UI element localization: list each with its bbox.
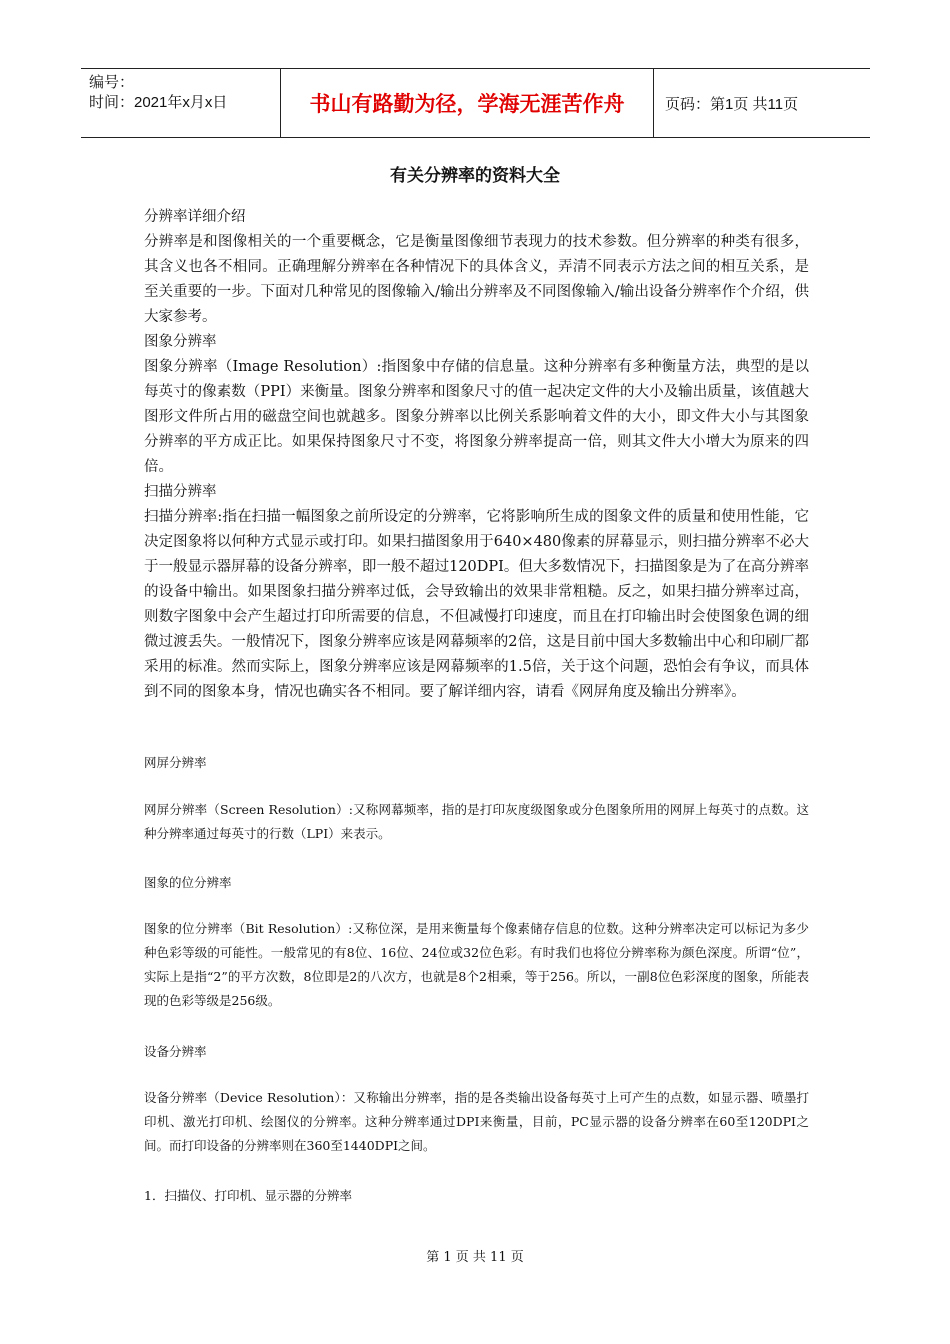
paragraph-image-resolution: 图象分辨率（Image Resolution）:指图象中存储的信息量。这种分辨率有多种衡量方法，典型的是以每英寸的像素数（PPI）来衡量。图象分辨率和图象尺寸的值一起决定文件的大小及输出质量，该值越大图形文件所占用的磁盘空间也就越多。图象分辨率以比例关系影响着文件的大小，即文件大小与其图象分辨率的平方成正比。如果保持图象尺寸不变，将图象分辨率提高一倍，则其文件大小增大为原来的四倍。 [144, 359, 809, 475]
document-time-label: 时间：2021年x月x日 [89, 94, 228, 111]
section-screen-resolution [144, 751, 809, 775]
list-item: 1．扫描仪、打印机、显示器的分辨率 [144, 1188, 352, 1203]
paragraph-device-resolution: 设备分辨率（Device Resolution）：又称输出分辨率，指的是各类输出设备每英寸上可产生的点数，如显示器、喷墨打印机、激光打印机、绘图仪的分辨率。这种分辨率通过DPI来衡量，目前，PC显示器的设备分辨率在60至120DPI之间。而打印设备的分辨率则在360至1440DPI之间。 [144, 1090, 809, 1153]
section-heading-screen-resolution: 网屏分辨率 [144, 755, 207, 770]
document-number-label: 编号： [89, 74, 135, 91]
paragraph-bit-resolution: 图象的位分辨率（Bit Resolution）:又称位深，是用来衡量每个像素储存信息的位数。这种分辨率决定可以标记为多少种色彩等级的可能性。一般常见的有8位、16位、24位或32位色彩。有时我们也将位分辨率称为颜色深度。所谓“位”，实际上是指“2”的平方次数，8位即是2的八次方，也就是8个2相乘，等于256。所以，一副8位色彩深度的图象，所能表现的色彩等级是256级。 [144, 921, 809, 1008]
paragraph-scan-resolution: 扫描分辨率:指在扫描一幅图象之前所设定的分辨率，它将影响所生成的图象文件的质量和使用性能，它决定图象将以何种方式显示或打印。如果扫描图象用于640×480像素的屏幕显示，则扫描分辨率不必大于一般显示器屏幕的设备分辨率，即一般不超过120DPI。但大多数情况下，扫描图象是为了在高分辨率的设备中输出。如果图象扫描分辨率过低，会导致输出的效果非常粗糙。反之，如果扫描分辨率过高，则数字图象中会产生超过打印所需要的信息，不但减慢打印速度，而且在打印输出时会使图象色调的细微过渡丢失。一般情况下，图象分辨率应该是网幕频率的2倍，这是目前中国大多数输出中心和印刷厂都采用的标准。然而实际上，图象分辨率应该是网幕频率的1.5倍，关于这个问题，恐怕会有争议，而具体到不同的图象本身，情况也确实各不相同。要了解详细内容，请看《网屏角度及输出分辨率》。 [144, 509, 809, 700]
section-screen-resolution-body [144, 798, 809, 846]
section-bit-resolution-body [144, 917, 809, 1013]
paragraph-intro: 分辨率是和图像相关的一个重要概念，它是衡量图像细节表现力的技术参数。但分辨率的种类有很多，其含义也各不相同。正确理解分辨率在各种情况下的具体含义，弄清不同表示方法之间的相互关系，是至关重要的一步。下面对几种常见的图像输入/输出分辨率及不同图像输入/输出设备分辨率作个介绍，供大家参考。 [144, 234, 809, 325]
document-header [81, 68, 870, 138]
header-meta [89, 73, 279, 113]
section-device-resolution [144, 1040, 809, 1064]
paragraph-screen-resolution: 网屏分辨率（Screen Resolution）:又称网幕频率，指的是打印灰度级图象或分色图象所用的网屏上每英寸的点数。这种分辨率通过每英寸的行数（LPI）来表示。 [144, 802, 809, 841]
section-bit-resolution [144, 871, 809, 895]
header-motto: 书山有路勤为径，学海无涯苦作舟 [309, 93, 625, 116]
section-heading-bit-resolution: 图象的位分辨率 [144, 875, 232, 890]
list-section [144, 1184, 809, 1208]
section-heading-image-resolution: 图象分辨率 [144, 334, 217, 350]
header-page-info: 页码：第1页 共11页 [665, 95, 799, 113]
section-heading-scan-resolution: 扫描分辨率 [144, 484, 217, 500]
header-divider [653, 69, 654, 137]
section-heading-intro: 分辨率详细介绍 [144, 209, 246, 225]
page-footer: 第 1 页 共 11 页 [426, 1250, 524, 1265]
main-body [144, 205, 809, 705]
document-title: 有关分辨率的资料大全 [390, 166, 560, 185]
section-heading-device-resolution: 设备分辨率 [144, 1044, 207, 1059]
section-device-resolution-body [144, 1086, 809, 1158]
